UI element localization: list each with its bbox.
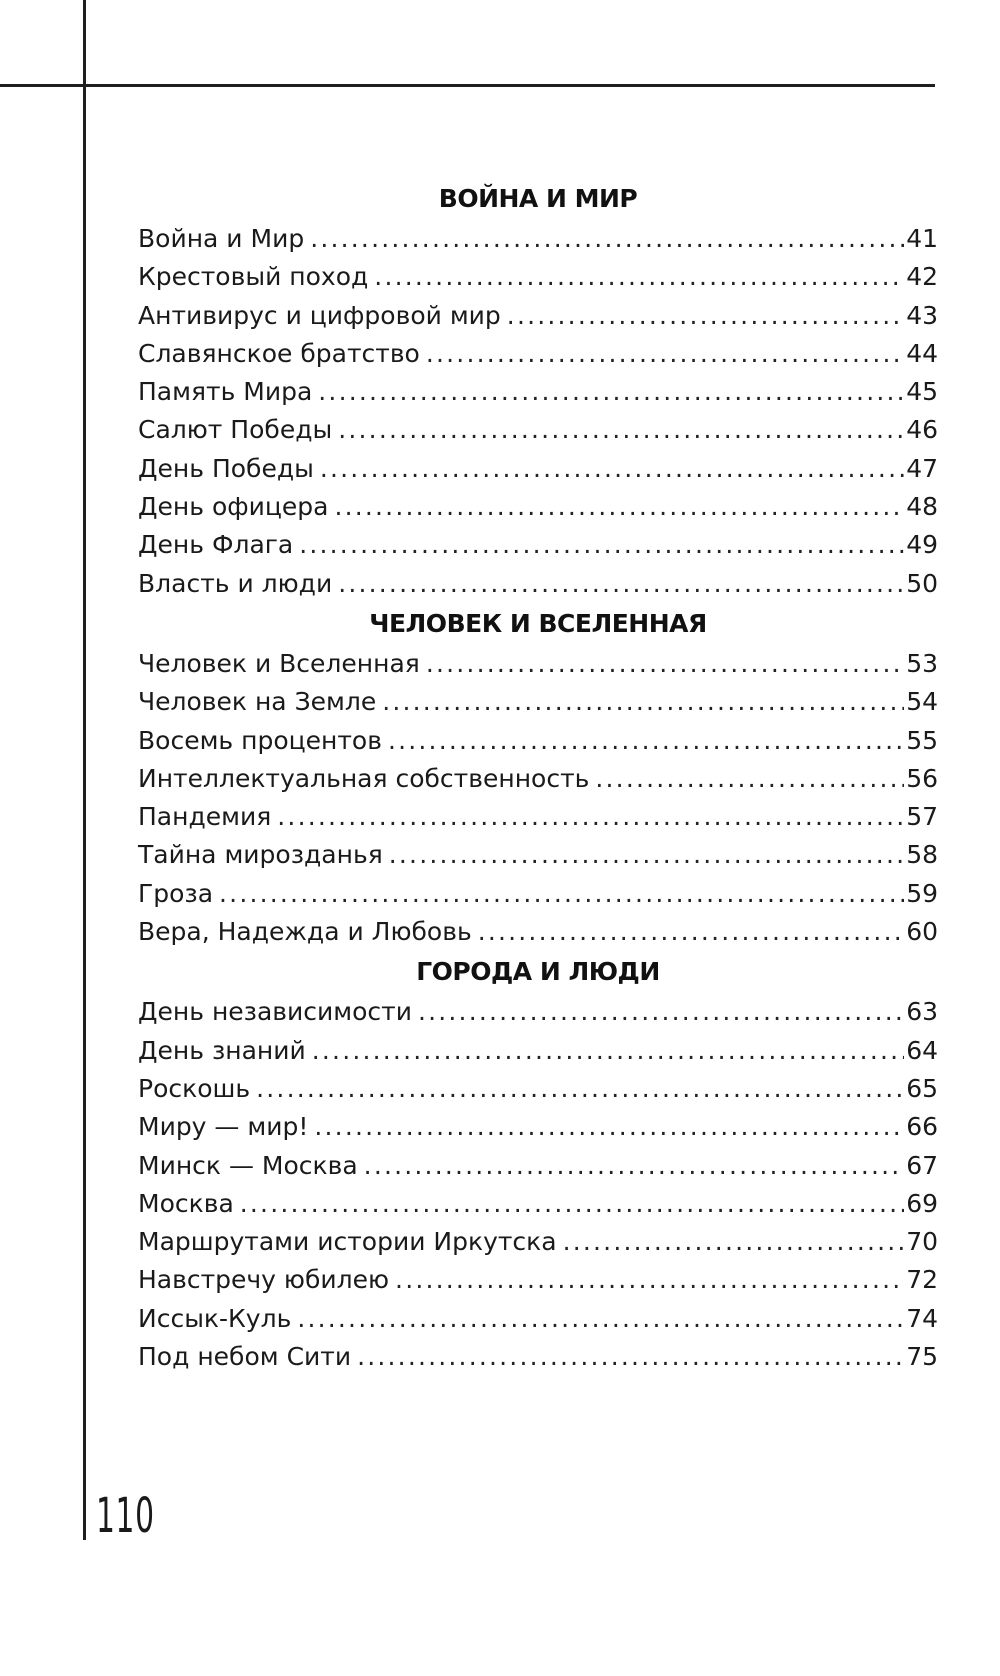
toc-entry bbox=[138, 836, 938, 874]
toc-entry-title: Пандемия bbox=[138, 802, 272, 832]
horizontal-rule bbox=[0, 84, 935, 87]
toc-entry-page: 56 bbox=[906, 763, 938, 793]
toc-entry-title: Маршрутами истории Иркутска bbox=[138, 1227, 557, 1257]
dot-leader bbox=[426, 335, 904, 373]
toc-entry-page: 53 bbox=[906, 648, 938, 678]
section-title: ВОЙНА И МИР bbox=[438, 184, 638, 213]
dot-leader bbox=[426, 645, 904, 683]
toc-entry bbox=[138, 488, 938, 526]
toc-entry-title: Роскошь bbox=[138, 1073, 251, 1103]
toc-entry-page: 72 bbox=[906, 1265, 938, 1295]
toc-entry-page: 63 bbox=[906, 997, 938, 1027]
dot-leader bbox=[374, 258, 904, 296]
toc-entry bbox=[138, 1070, 938, 1108]
dot-leader bbox=[277, 798, 904, 836]
dot-leader bbox=[563, 1223, 905, 1261]
dot-leader bbox=[314, 1108, 904, 1146]
toc-entry-title: Славянское братство bbox=[138, 338, 420, 368]
toc-section bbox=[138, 178, 938, 603]
toc-entry-page: 41 bbox=[906, 224, 938, 253]
toc-entry bbox=[138, 993, 938, 1031]
toc-entry-page: 74 bbox=[906, 1303, 938, 1333]
dot-leader bbox=[299, 526, 904, 564]
toc-entry-page: 60 bbox=[906, 917, 938, 947]
toc-entry-title: Вера, Надежда и Любовь bbox=[138, 917, 472, 947]
dot-leader bbox=[395, 1261, 904, 1299]
toc-entry bbox=[138, 373, 938, 411]
toc-entry bbox=[138, 565, 938, 603]
toc-entry-title: День Флага bbox=[138, 530, 294, 560]
section-title: ГОРОДА И ЛЮДИ bbox=[416, 957, 660, 987]
dot-leader bbox=[389, 836, 904, 874]
toc-entry-page: 70 bbox=[906, 1227, 938, 1257]
toc-entry-title: Иссык-Куль bbox=[138, 1303, 292, 1333]
dot-leader bbox=[297, 1300, 904, 1338]
toc-entry-page: 42 bbox=[906, 262, 938, 292]
toc-entry-page: 64 bbox=[906, 1035, 938, 1065]
vertical-rule bbox=[83, 0, 86, 1540]
toc-entry bbox=[138, 1032, 938, 1070]
toc-entry-title: Антивирус и цифровой мир bbox=[138, 300, 501, 330]
dot-leader bbox=[334, 488, 904, 526]
toc-entry-page: 59 bbox=[906, 878, 938, 908]
toc-entry-title: Салют Победы bbox=[138, 415, 333, 445]
dot-leader bbox=[219, 875, 904, 913]
dot-leader bbox=[312, 1032, 904, 1070]
toc-entry bbox=[138, 1261, 938, 1299]
toc-entry-page: 47 bbox=[906, 453, 938, 483]
toc-entry bbox=[138, 722, 938, 760]
toc-entry bbox=[138, 258, 938, 296]
toc-entry bbox=[138, 526, 938, 564]
toc-entry bbox=[138, 1185, 938, 1223]
toc-entry-title: День знаний bbox=[138, 1035, 306, 1065]
toc-entry bbox=[138, 798, 938, 836]
toc-entry bbox=[138, 297, 938, 335]
toc-entry-page: 43 bbox=[906, 300, 938, 330]
toc-section bbox=[138, 951, 938, 1376]
dot-leader bbox=[595, 760, 904, 798]
toc-entry bbox=[138, 875, 938, 913]
toc-entry-title: Гроза bbox=[138, 878, 214, 908]
dot-leader bbox=[357, 1338, 904, 1376]
toc-entry bbox=[138, 1338, 938, 1376]
toc-entry bbox=[138, 1108, 938, 1146]
toc-entry-page: 50 bbox=[906, 568, 938, 598]
dot-leader bbox=[310, 220, 904, 258]
dot-leader bbox=[338, 565, 904, 603]
toc-entry-page: 48 bbox=[906, 492, 938, 522]
toc-entry bbox=[138, 683, 938, 721]
toc-entry-title: Человек на Земле bbox=[138, 687, 377, 717]
dot-leader bbox=[382, 683, 904, 721]
toc-entry bbox=[138, 335, 938, 373]
toc-entry-page: 45 bbox=[906, 377, 938, 407]
toc-entry-title: Миру — мир! bbox=[138, 1112, 309, 1142]
toc-entry-page: 65 bbox=[906, 1073, 938, 1103]
toc-entry-page: 69 bbox=[906, 1188, 938, 1218]
toc-entry-title: День независимости bbox=[138, 997, 412, 1027]
toc-entry-page: 67 bbox=[906, 1150, 938, 1180]
toc-section bbox=[138, 603, 938, 951]
toc-entry bbox=[138, 220, 938, 258]
toc-entry bbox=[138, 1300, 938, 1338]
toc-entry bbox=[138, 411, 938, 449]
dot-leader bbox=[338, 411, 904, 449]
page-number: 110 bbox=[96, 1488, 155, 1544]
table-of-contents bbox=[138, 178, 938, 1376]
toc-entry bbox=[138, 1223, 938, 1261]
toc-entry-title: Человек и Вселенная bbox=[138, 648, 420, 678]
dot-leader bbox=[364, 1147, 905, 1185]
section-title: ЧЕЛОВЕК И ВСЕЛЕННАЯ bbox=[369, 608, 707, 638]
toc-entry-title: Война и Мир bbox=[138, 224, 305, 253]
toc-entry-title: Навстречу юбилею bbox=[138, 1265, 390, 1295]
dot-leader bbox=[478, 913, 904, 951]
toc-entry-page: 66 bbox=[906, 1112, 938, 1142]
toc-entry-page: 46 bbox=[906, 415, 938, 445]
toc-entry-page: 57 bbox=[906, 802, 938, 832]
toc-entry-page: 44 bbox=[906, 338, 938, 368]
toc-entry-title: День офицера bbox=[138, 492, 329, 522]
toc-entry bbox=[138, 913, 938, 951]
toc-entry-page: 49 bbox=[906, 530, 938, 560]
dot-leader bbox=[318, 373, 904, 411]
dot-leader bbox=[507, 297, 904, 335]
dot-leader bbox=[256, 1070, 904, 1108]
toc-entry-title: День Победы bbox=[138, 453, 314, 483]
toc-entry-title: Крестовый поход bbox=[138, 262, 369, 292]
toc-entry bbox=[138, 1147, 938, 1185]
toc-entry bbox=[138, 645, 938, 683]
toc-entry-page: 58 bbox=[906, 840, 938, 870]
toc-entry-page: 54 bbox=[906, 687, 938, 717]
toc-entry-title: Память Мира bbox=[138, 377, 313, 407]
toc-entry bbox=[138, 450, 938, 488]
toc-entry-title: Интеллектуальная собственность bbox=[138, 763, 590, 793]
toc-entry-page: 55 bbox=[906, 725, 938, 755]
toc-entry-title: Москва bbox=[138, 1188, 234, 1218]
toc-entry-title: Тайна мирозданья bbox=[138, 840, 383, 870]
dot-leader bbox=[240, 1185, 904, 1223]
dot-leader bbox=[388, 722, 904, 760]
toc-entry-page: 75 bbox=[906, 1342, 938, 1372]
toc-entry bbox=[138, 760, 938, 798]
dot-leader bbox=[320, 450, 904, 488]
dot-leader bbox=[418, 993, 904, 1031]
toc-entry-title: Власть и люди bbox=[138, 568, 333, 598]
toc-entry-title: Под небом Сити bbox=[138, 1342, 352, 1372]
toc-entry-title: Минск — Москва bbox=[138, 1150, 358, 1180]
toc-entry-title: Восемь процентов bbox=[138, 725, 382, 755]
